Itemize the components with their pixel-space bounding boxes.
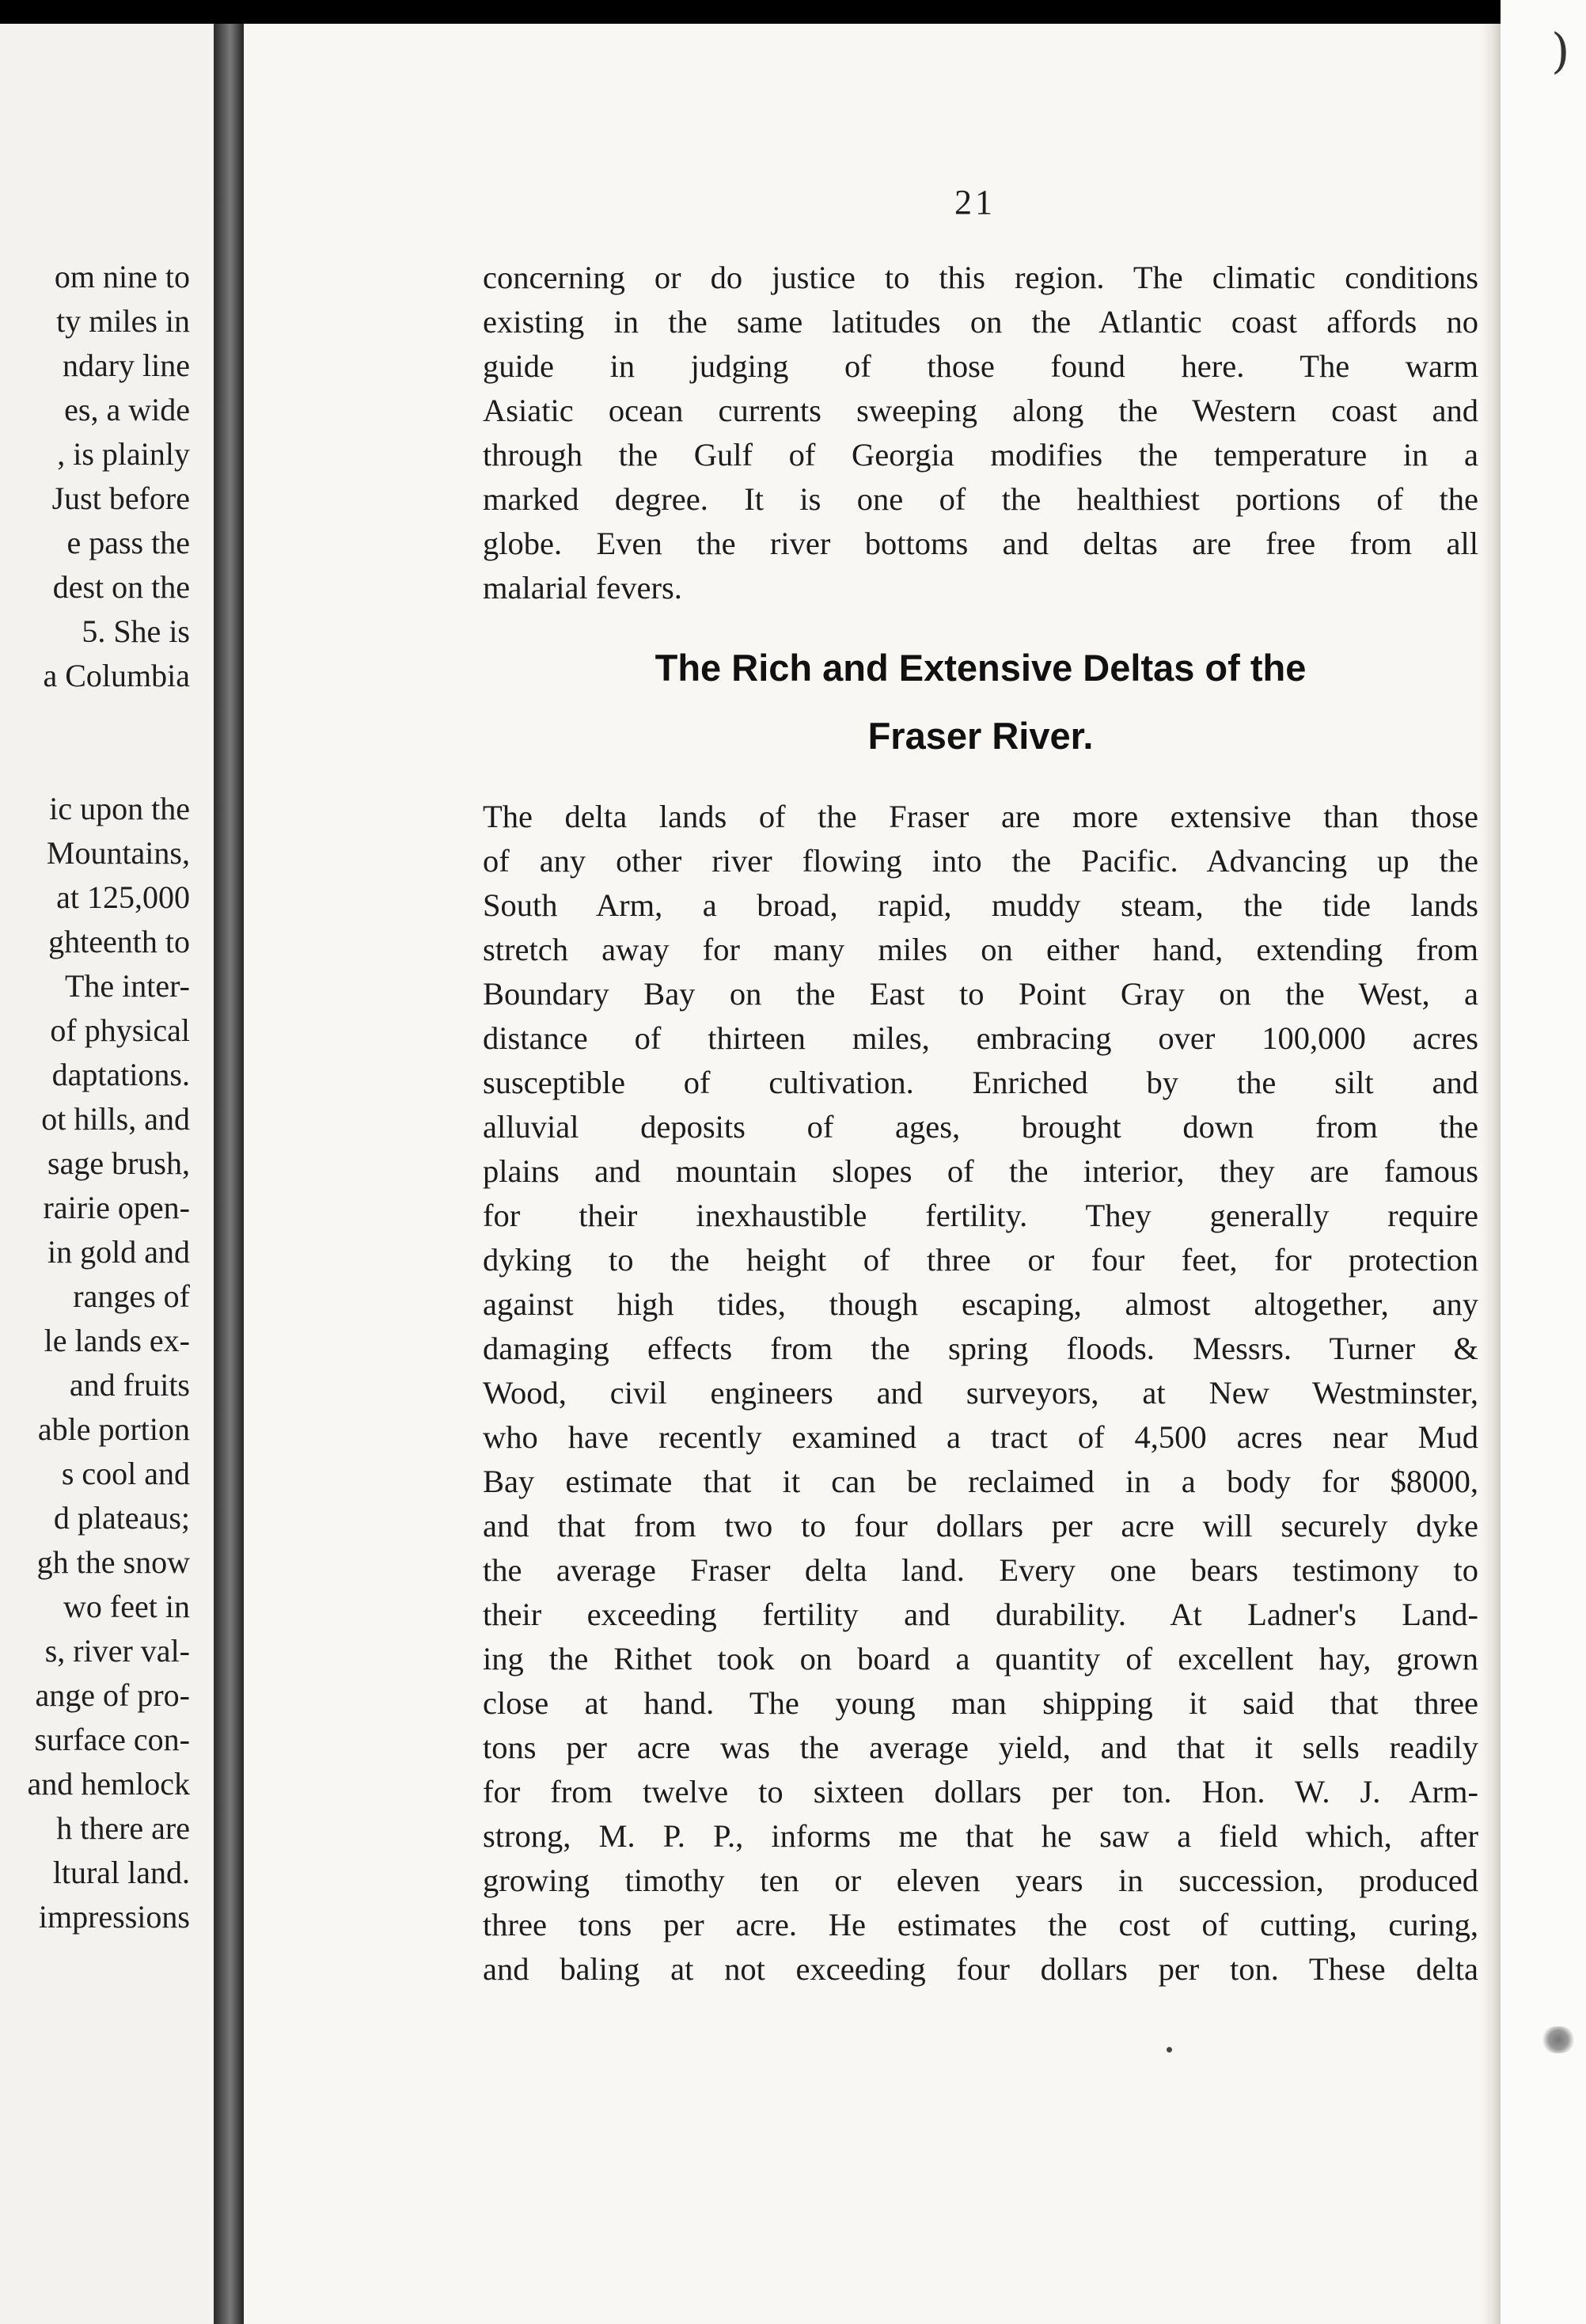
left-page-line: Mountains, [46,835,190,871]
book-gutter [214,24,244,2324]
paragraph2-line: for their inexhaustible fertility. They generally require [483,1198,1478,1233]
left-page-line: in gold and [47,1234,190,1270]
paragraph2-line: their exceeding fertility and durability. At Ladner's Land- [483,1597,1478,1632]
paragraph2-line: Boundary Bay on the East to Point Gray on the West, a [483,976,1478,1012]
paragraph1-line: marked degree. It is one of the healthiest portions of the [483,481,1478,517]
paragraph2-line: three tons per acre. He estimates the cost of cutting, curing, [483,1907,1478,1942]
paragraph2-line: Wood, civil engineers and surveyors, at New Westminster, [483,1375,1478,1411]
left-page-line: able portion [37,1411,190,1447]
paragraph2-line: susceptible of cultivation. Enriched by the silt and [483,1065,1478,1100]
left-page-line: rairie open- [43,1190,190,1225]
paragraph2-line: alluvial deposits of ages, brought down from the [483,1109,1478,1145]
left-page-line: of physical [50,1012,190,1048]
left-page-line: dest on the [52,569,190,605]
page-edge-shadow [1480,24,1501,2324]
left-page-line: ltural land. [52,1855,190,1890]
left-page-line: es, a wide [64,392,190,427]
paragraph2-line: and that from two to four dollars per acre will securely dyke [483,1508,1478,1544]
paragraph2-line: The delta lands of the Fraser are more extensive than those [483,799,1478,834]
paragraph2-line: of any other river flowing into the Pacific. Advancing up the [483,843,1478,879]
ink-smudge [1542,2026,1575,2053]
paragraph2-line: stretch away for many miles on either hand, extending from [483,932,1478,967]
paragraph2-line: plains and mountain slopes of the interior, they are famous [483,1153,1478,1189]
paragraph2-line: growing timothy ten or eleven years in succession, produced [483,1863,1478,1898]
paragraph2-line: the average Fraser delta land. Every one bears testimony to [483,1552,1478,1588]
paragraph2-line: who have recently examined a tract of 4,500 acres near Mud [483,1419,1478,1455]
left-page-line: at 125,000 [56,879,190,915]
paragraph2-line: damaging effects from the spring floods. Messrs. Turner & [483,1331,1478,1366]
paragraph2-line: strong, M. P. P., informs me that he saw a field which, after [483,1818,1478,1854]
left-page-line: s, river val- [44,1633,190,1669]
left-page-line: impressions [38,1899,190,1935]
left-page-line: ot hills, and [41,1101,190,1137]
left-page-line: sage brush, [47,1145,190,1181]
paragraph1-line: globe. Even the river bottoms and deltas are free from all [483,526,1478,561]
paragraph2-line: ing the Rithet took on board a quantity of excellent hay, grown [483,1641,1478,1677]
paragraph2-line: distance of thirteen miles, embracing over 100,000 acres [483,1020,1478,1056]
left-page-line: om nine to [54,259,190,294]
left-page-line: ranges of [73,1278,190,1314]
left-page-line: ange of pro- [35,1677,190,1713]
paragraph2-line: against high tides, though escaping, almost altogether, any [483,1286,1478,1322]
left-page-line: s cool and [61,1456,190,1491]
left-page-line: ty miles in [56,303,190,339]
paragraph2-line: South Arm, a broad, rapid, muddy steam, the tide lands [483,887,1478,923]
paragraph2-line: for from twelve to sixteen dollars per ton. Hon. W. J. Arm- [483,1774,1478,1809]
paragraph1-line: guide in judging of those found here. The warm [483,348,1478,384]
left-page-line: ndary line [62,347,190,383]
paragraph1-line: existing in the same latitudes on the Atlantic coast affords no [483,304,1478,340]
left-page-line: gh the snow [36,1544,190,1580]
left-page-line: and fruits [69,1367,190,1403]
left-page-line: e pass the [66,525,190,560]
left-page-line: , is plainly [57,436,190,472]
section-heading-line1: The Rich and Extensive Deltas of the [655,647,1307,689]
paragraph2-line: close at hand. The young man shipping it said that three [483,1685,1478,1721]
paragraph2-line: Bay estimate that it can be reclaimed in a body for $8000, [483,1464,1478,1499]
left-page-line: daptations. [51,1057,190,1092]
margin-bracket-mark: ) [1551,24,1570,79]
left-page-line: surface con- [34,1722,190,1757]
left-page-line: d plateaus; [53,1500,190,1536]
paragraph1-line: malarial fevers. [483,570,682,606]
left-page-line: ghteenth to [48,924,190,959]
left-page-line: ic upon the [49,791,190,826]
left-page-line: Just before [51,480,190,516]
paragraph1-line: Asiatic ocean currents sweeping along the Western coast and [483,393,1478,428]
paragraph1-line: concerning or do justice to this region. The climatic conditions [483,260,1478,295]
previous-page-fragment [0,24,214,2324]
page-number: 21 [954,183,996,222]
left-page-line: le lands ex- [44,1323,190,1358]
section-heading-line2: Fraser River. [867,715,1094,757]
left-page-line: 5. She is [82,613,190,649]
paragraph2-line: tons per acre was the average yield, and that it sells readily [483,1730,1478,1765]
left-page-line: h there are [56,1810,190,1846]
scan-margin [1501,0,1586,2324]
ink-dot [1167,2047,1172,2052]
main-page [244,24,1501,2324]
paragraph2-line: and baling at not exceeding four dollars per ton. These delta [483,1951,1478,1987]
paragraph2-line: dyking to the height of three or four feet, for protection [483,1242,1478,1278]
left-page-line: a Columbia [43,658,190,693]
left-page-line: The inter- [64,968,190,1004]
paragraph1-line: through the Gulf of Georgia modifies the temperature in a [483,437,1478,473]
left-page-line: wo feet in [63,1589,190,1624]
left-page-line: and hemlock [27,1766,190,1802]
